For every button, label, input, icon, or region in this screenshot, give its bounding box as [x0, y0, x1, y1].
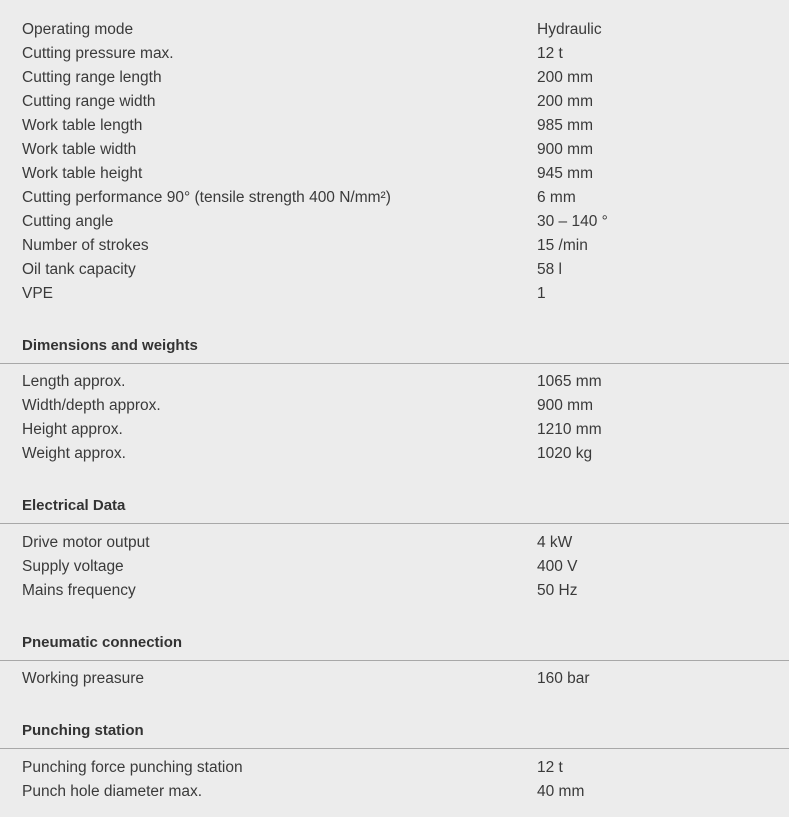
spec-label: VPE — [22, 285, 54, 302]
spec-value: 1065 mm — [537, 373, 602, 390]
spec-value: 15 /min — [537, 237, 588, 254]
spec-row — [0, 138, 789, 162]
spec-value: 1 — [537, 285, 546, 302]
spec-row — [0, 258, 789, 282]
spec-row — [0, 418, 789, 442]
section-heading-electrical: Electrical Data — [22, 497, 126, 514]
spec-label: Length approx. — [22, 373, 126, 390]
section-heading-dimensions: Dimensions and weights — [22, 337, 198, 354]
section-divider — [0, 748, 789, 749]
spec-label: Number of strokes — [22, 237, 149, 254]
spec-value: 200 mm — [537, 69, 593, 86]
spec-value: 4 kW — [537, 534, 573, 551]
spec-label: Work table length — [22, 117, 143, 134]
spec-row — [0, 555, 789, 579]
spec-label: Operating mode — [22, 21, 134, 38]
spec-value: 160 bar — [537, 670, 590, 687]
spec-row — [0, 780, 789, 804]
spec-label: Height approx. — [22, 421, 123, 438]
spec-label: Punching force punching station — [22, 759, 243, 776]
spec-label: Weight approx. — [22, 445, 126, 462]
spec-label: Width/depth approx. — [22, 397, 161, 414]
spec-row — [0, 114, 789, 138]
spec-value: 200 mm — [537, 93, 593, 110]
spec-label: Cutting angle — [22, 213, 114, 230]
spec-label: Cutting range width — [22, 93, 156, 110]
spec-row — [0, 66, 789, 90]
spec-label: Supply voltage — [22, 558, 124, 575]
spec-value: 30 – 140 ° — [537, 213, 608, 230]
spec-value: Hydraulic — [537, 21, 602, 38]
spec-label: Cutting performance 90° (tensile strength 400 N/mm²) — [22, 189, 391, 206]
spec-value: 985 mm — [537, 117, 593, 134]
spec-label: Oil tank capacity — [22, 261, 136, 278]
spec-row — [0, 579, 789, 603]
spec-value: 900 mm — [537, 141, 593, 158]
spec-label: Work table width — [22, 141, 137, 158]
spec-row — [0, 394, 789, 418]
spec-row — [0, 282, 789, 306]
spec-value: 50 Hz — [537, 582, 578, 599]
spec-row — [0, 370, 789, 394]
section-heading-punching: Punching station — [22, 722, 144, 739]
spec-row — [0, 531, 789, 555]
section-heading-pneumatic: Pneumatic connection — [22, 634, 183, 651]
spec-row — [0, 162, 789, 186]
section-divider — [0, 363, 789, 364]
spec-row — [0, 667, 789, 691]
spec-row — [0, 756, 789, 780]
spec-value: 40 mm — [537, 783, 585, 800]
section-divider — [0, 523, 789, 524]
spec-row — [0, 442, 789, 466]
spec-value: 6 mm — [537, 189, 576, 206]
spec-row — [0, 210, 789, 234]
spec-label: Work table height — [22, 165, 143, 182]
spec-value: 945 mm — [537, 165, 593, 182]
spec-label: Mains frequency — [22, 582, 136, 599]
spec-label: Drive motor output — [22, 534, 150, 551]
spec-row — [0, 186, 789, 210]
spec-row — [0, 234, 789, 258]
spec-label: Working preasure — [22, 670, 145, 687]
spec-value: 1020 kg — [537, 445, 593, 462]
spec-value: 1210 mm — [537, 421, 602, 438]
section-divider — [0, 660, 789, 661]
spec-row — [0, 18, 789, 42]
spec-label: Cutting pressure max. — [22, 45, 174, 62]
spec-row — [0, 90, 789, 114]
spec-label: Cutting range length — [22, 69, 162, 86]
spec-value: 12 t — [537, 45, 563, 62]
spec-row — [0, 42, 789, 66]
spec-value: 900 mm — [537, 397, 593, 414]
spec-value: 12 t — [537, 759, 563, 776]
spec-value: 58 l — [537, 261, 562, 278]
spec-label: Punch hole diameter max. — [22, 783, 203, 800]
spec-value: 400 V — [537, 558, 578, 575]
